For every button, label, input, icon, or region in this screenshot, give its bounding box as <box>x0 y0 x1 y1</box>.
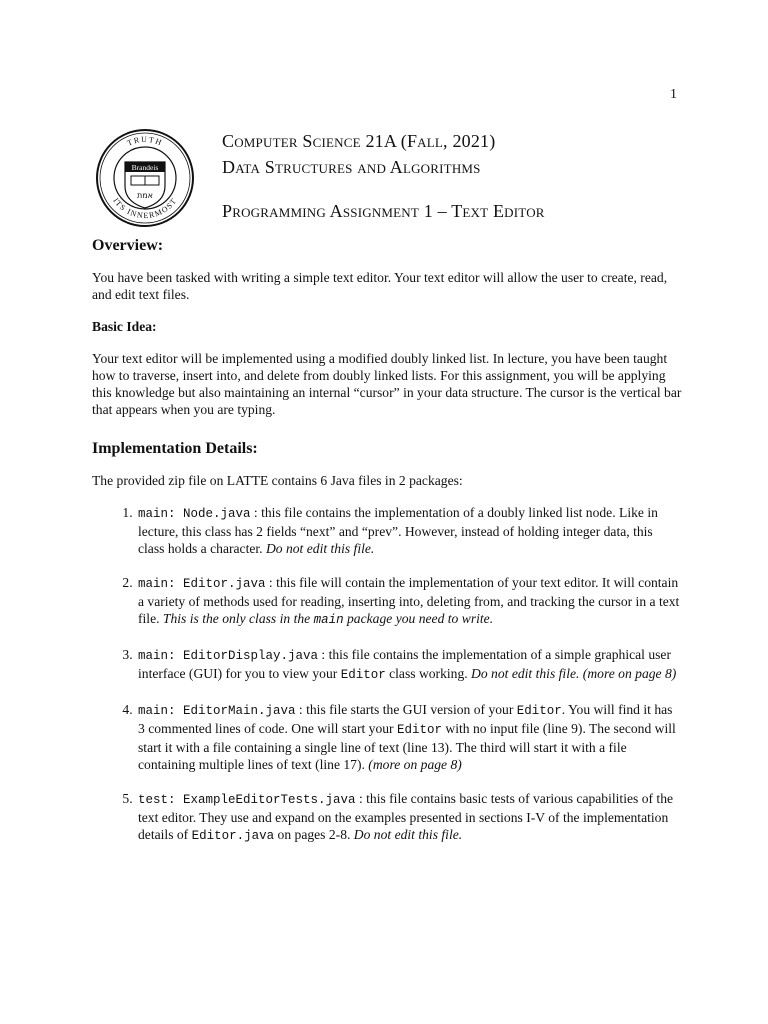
implementation-intro: The provided zip file on LATTE contains 6 Java files in 2 packages: <box>92 473 463 488</box>
implementation-heading: Implementation Details: <box>92 440 258 457</box>
seal-hebrew-text: אמת <box>136 191 154 200</box>
seal-bottom-text: ITS INNERMOST <box>111 196 179 221</box>
overview-heading: Overview: <box>92 237 164 254</box>
document-body <box>92 236 682 862</box>
file-name-code: test: ExampleEditorTests.java <box>138 793 356 807</box>
svg-text:TRUTH <box>126 135 164 148</box>
brandeis-seal-logo <box>95 128 195 228</box>
document-header <box>222 128 545 224</box>
list-item-exampleeditortests-java: 5. test: ExampleEditorTests.java : this file contains basic tests of various capabilities of the text editor. They use and expand on the examples presented in sections I-V of the implementation details of Editor.java on pages 2-8. Do not edit this file. <box>136 790 682 845</box>
course-title: Computer Science 21A (Fall, 2021) <box>222 131 496 151</box>
list-item-editor-java: 2. main: Editor.java : this file will contain the implementation of your text editor. It will contain a variety of methods used for reading, inserting into, deleting from, and tracking the cursor in a text file. This is the only class in the main package you need to write. <box>136 574 682 629</box>
basic-idea-heading: Basic Idea: <box>92 319 157 334</box>
list-item-editordisplay-java: 3. main: EditorDisplay.java : this file contains the implementation of a simple graphical user interface (GUI) for you to view your Editor class working. Do not edit this file. (more on page 8) <box>136 646 682 684</box>
overview-paragraph: You have been tasked with writing a simple text editor. Your text editor will allow the user to create, read, and edit text files. <box>92 270 668 302</box>
file-name-code: main: EditorMain.java <box>138 704 296 718</box>
list-item-editormain-java: 4. main: EditorMain.java : this file starts the GUI version of your Editor. You will find it has 3 commented lines of code. One will start your Editor with no input file (line 9). The second will start it with a file containing a single line of text (line 13). The third will start it with a file containing multiple lines of text (line 17). (more on page 8) <box>136 701 682 773</box>
page-number: 1 <box>670 87 677 102</box>
course-subtitle: Data Structures and Algorithms <box>222 157 481 177</box>
file-name-code: main: Editor.java <box>138 577 266 591</box>
seal-banner-text: Brandeis <box>131 163 159 172</box>
seal-top-text: TRUTH <box>125 134 165 148</box>
file-name-code: main: EditorDisplay.java <box>138 649 319 663</box>
list-item-node-java: 1. main: Node.java : this file contains the implementation of a doubly linked list node. Like in lecture, this class has 2 fields “next” and “prev”. However, instead of holding integer data, this class holds a character. Do not edit this file. <box>136 504 682 557</box>
assignment-title: Programming Assignment 1 – Text Editor <box>222 201 545 221</box>
file-list <box>92 504 682 845</box>
file-name-code: main: Node.java <box>138 507 251 521</box>
basic-idea-paragraph: Your text editor will be implemented using a modified doubly linked list. In lecture, you have been taught how to traverse, insert into, and delete from doubly linked lists. For this assignment, you will be applying this knowledge but also maintaining an internal “cursor” in your data structure. The cursor is the vertical bar that appears when you are typing. <box>92 351 682 417</box>
